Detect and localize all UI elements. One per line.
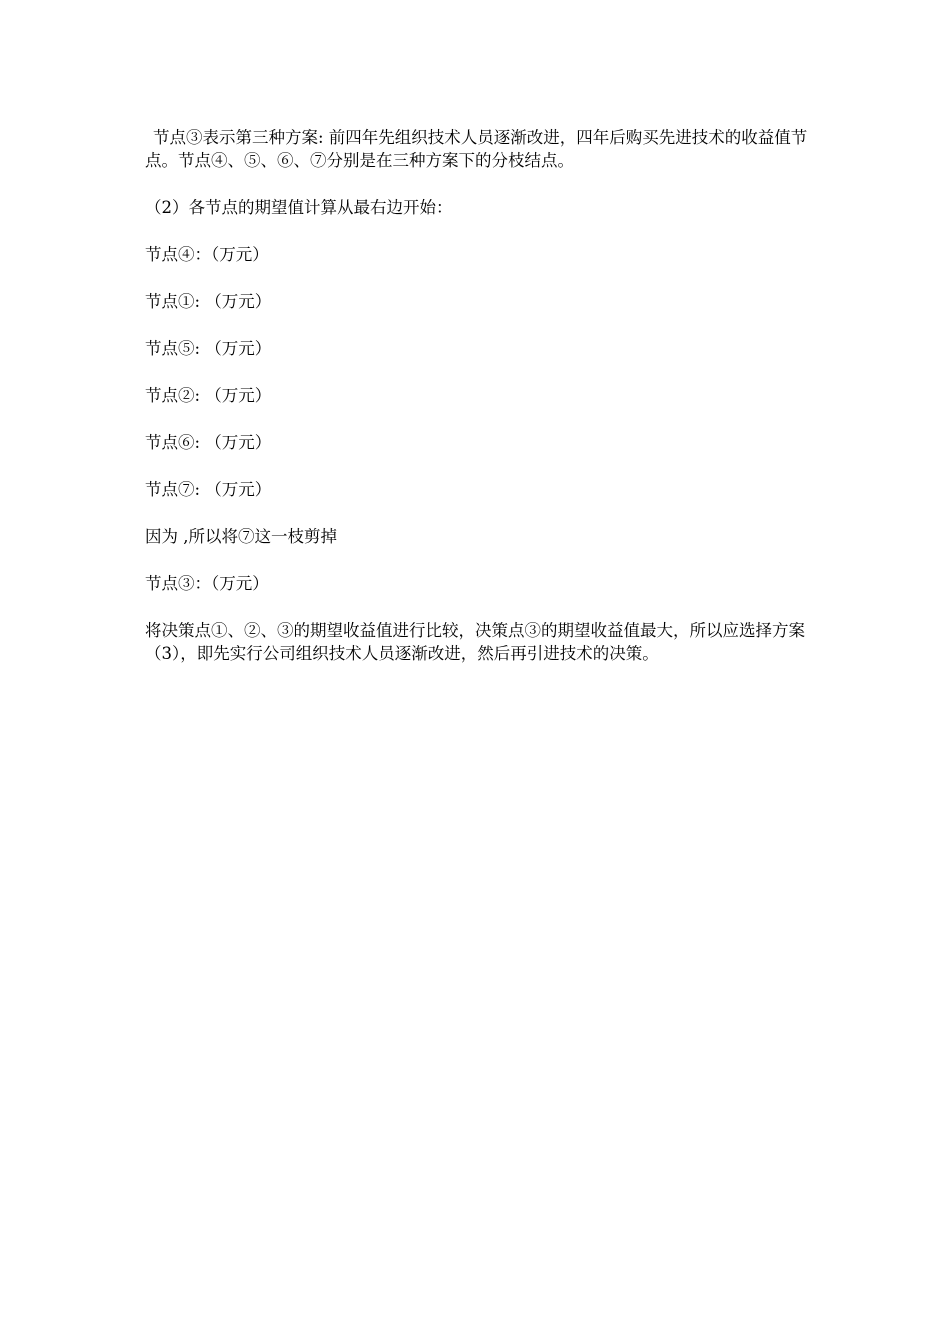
paragraph-prune-branch: 因为 ,所以将⑦这一枝剪掉 — [145, 527, 337, 546]
paragraph-node-7: 节点⑦: （万元） — [145, 480, 272, 499]
paragraph-conclusion: 将决策点①、②、③的期望收益值进行比较，决策点③的期望收益值最大，所以应选择方案（3），即先实行公司组织技术人员逐渐改进，然后再引进技术的决策。 — [145, 621, 805, 663]
paragraph-node-5: 节点⑤: （万元） — [145, 339, 272, 358]
paragraph-step-two-heading: （2）各节点的期望值计算从最右边开始： — [145, 198, 453, 217]
paragraph-node-6: 节点⑥: （万元） — [145, 433, 272, 452]
paragraph-node-2: 节点②: （万元） — [145, 386, 272, 405]
paragraph-node-3: 节点③：（万元） — [145, 574, 269, 593]
paragraph-node-4: 节点④：（万元） — [145, 245, 269, 264]
paragraph-node-1: 节点①: （万元） — [145, 292, 272, 311]
paragraph-plan-three-description: 节点③表示第三种方案: 前四年先组织技术人员逐渐改进，四年后购买先进技术的收益值节点。节点④、⑤、⑥、⑦分别是在三种方案下的分枝结点。 — [145, 128, 808, 170]
document-body — [145, 126, 815, 689]
